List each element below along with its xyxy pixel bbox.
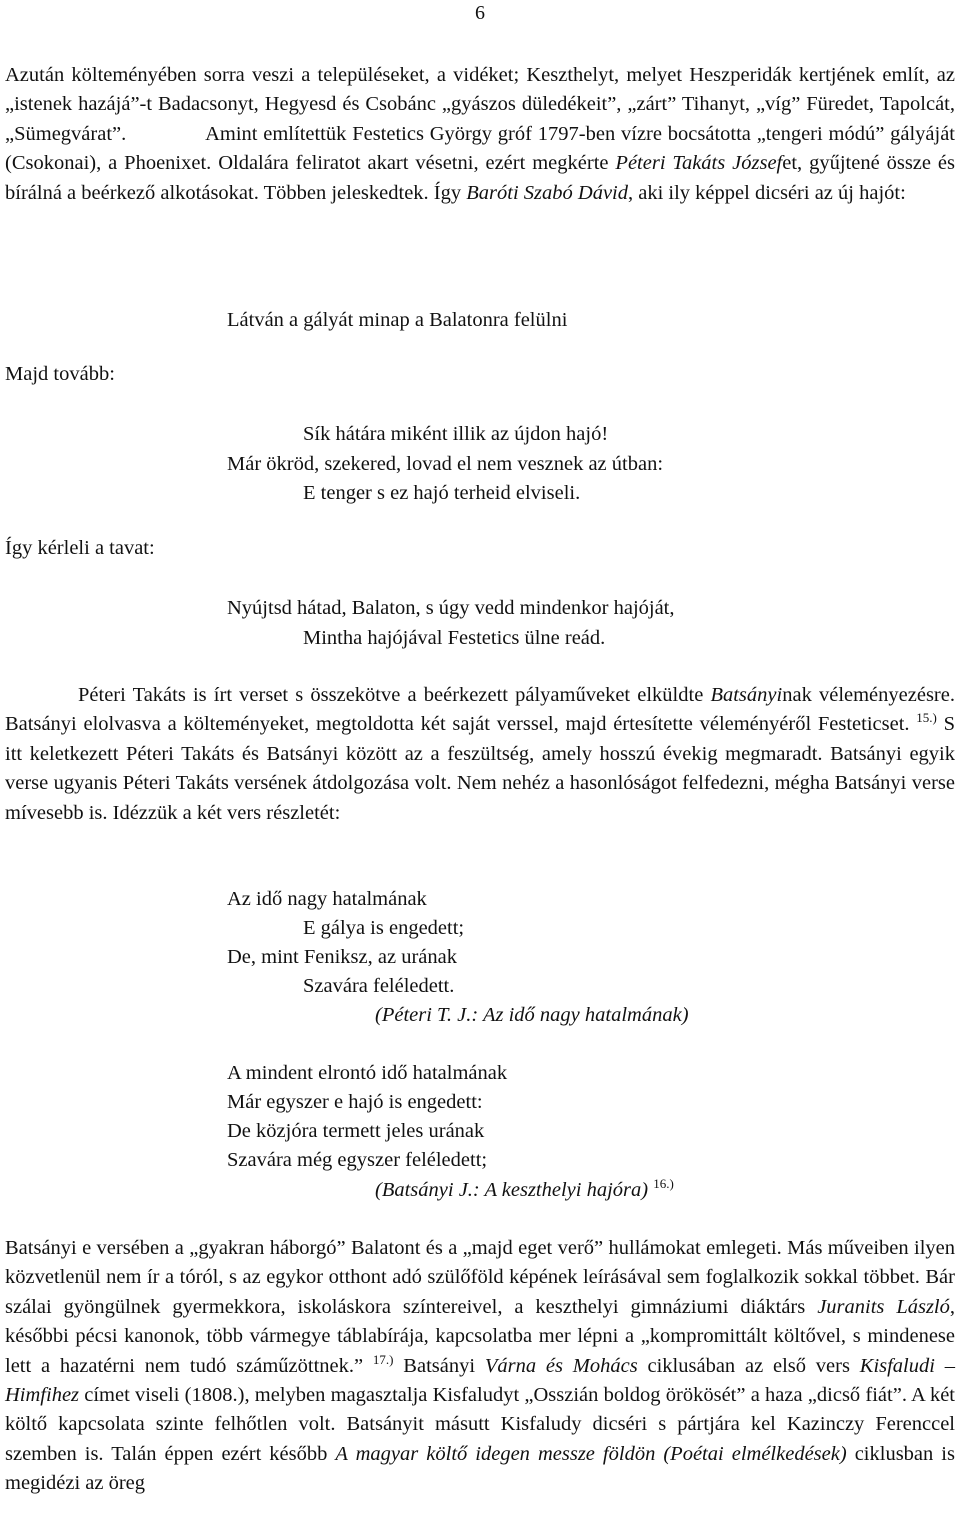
page-number: 6 <box>475 2 485 24</box>
poem-line: Szavára még egyszer feléledett; <box>227 1149 488 1171</box>
poem-line: Szavára feléledett. <box>303 975 455 997</box>
poem-line: Már egyszer e hajó is engedett: <box>227 1091 483 1113</box>
verse-line: E tenger s ez hajó terheid elviseli. <box>303 482 581 504</box>
poem-line: De, mint Feniksz, az urának <box>227 946 457 968</box>
title-a-magyar-kolto: A magyar költő idegen messze földön (Poétai elmélkedések) <box>335 1442 847 1465</box>
paragraph-intro: Azután költeményében sorra veszi a településeket, a vidéket; Keszthelyt, melyet Heszperidák kertjének említ, az „istenek hazájá”-t Badacsonyt, Hegyesd és Csobánc „gyászos düledékeit”, „zárt” Tihanyt, „víg” Füredet, Tapolcát, „Sümegvárat”. Amint említettük Festetics György gróf 1797-ben vízre bocsátotta „tengeri módú” gályáját (Csokonai), a Phoenixet. Oldalára feliratot akart vésetni, ezért megkérte Péteri Takáts Józsefet, gyűjtené össze és bírálná a beérkező alkotásokat. Többen jeleskedtek. Így Baróti Szabó Dávid, aki ily képpel dicséri az új hajót: <box>5 64 955 204</box>
footnote-ref: 16.) <box>653 1176 674 1191</box>
name-peteri-takats: Péteri Takáts József <box>615 152 783 175</box>
para1-text: Azután költeményében sorra veszi a településeket, a vidéket; Keszthelyt, melyet Heszperidák kertjének említ, az „istenek hazájá”-t Badacsonyt, Hegyesd és Csobánc „gyászos düledékeit”, „zárt” Tihanyt, „víg” Füredet, Tapolcát, „Sümegvárat”. <box>5 64 955 145</box>
verse-line: Sík hátára miként illik az újdon hajó! <box>303 423 609 445</box>
verse-line: Mintha hajójával Festetics ülne reád. <box>303 627 606 649</box>
paragraph-batsanyi: Péteri Takáts is írt verset s összekötve a beérkezett pályaműveket elküldte Batsányinak véleményezésre. Batsányi elolvasva a költeményeket, megtoldotta két saját verssel, majd értesítette véleményéről Festeticset. $^{15.)}$ S itt keletkezett Péteri Takáts és Batsányi között az a feszültség, amely hosszú évekig megmaradt. Batsányi egyik verse ugyanis Péteri Takáts versének átdolgozása volt. Nem nehéz a hasonlóságot felfedezni, mégha Batsányi verse mívesebb is. Idézzük a két vers részletét: <box>5 684 956 824</box>
poem-line: A mindent elrontó idő hatalmának <box>227 1062 508 1084</box>
poem-source: (Péteri T. J.: Az idő nagy hatalmának) <box>375 1004 689 1026</box>
name-batsanyi: Batsányi <box>710 684 783 706</box>
poem-line: Az idő nagy hatalmának <box>227 888 427 910</box>
label-majd-tovabb: Majd tovább: <box>5 363 115 385</box>
verse-line: Látván a gályát minap a Balatonra felülni <box>227 309 568 331</box>
poem-line: E gálya is engedett; <box>303 917 465 939</box>
poem-line: De közjóra termett jeles urának <box>227 1120 485 1142</box>
name-juranits: Juranits László <box>817 1295 950 1318</box>
footnote-ref: 17.) <box>372 1351 394 1367</box>
verse-line: Már ökröd, szekered, lovad el nem vesznek az útban: <box>227 453 664 475</box>
title-kisfaludi-himfihez: Kisfaludi – Himfihez <box>5 1354 956 1407</box>
paragraph-kisfaludy: Batsányi e versében a „gyakran háborgó” Balatont és a „majd eget verő” hullámokat emlegeti. Más műveiben ilyen közvetlenül nem ír a tóról, s az egykor otthont adó szülőföld képének leírásával sem foglalkozik sokkal többet. Bár szálai gyöngülnek gyermekkora, iskoláskora színtereivel, a keszthelyi gimnáziumi diáktárs Juranits László, későbbi pécsi kanonok, több vármegye táblabírája, kapcsolatba mer lépni a „kompromittált költővel, s mindenese lett a hazatérni nem tudó száműzöttnek.” $^{17.)}$ Batsányi Várna és Mohács ciklusában az első vers Kisfaludi – Himfihez címet viseli (1808.), melyben magasztalja Kisfaludyt „Osszián boldog örökösét” a haza „dicső fiát”. A két költő kapcsolata szinte felhőtlen volt. Batsányit másutt Kisfaludy dicséri s pártjára kel Kazinczy Ferenccel szemben is. Talán éppen ezért később A magyar költő idegen messze földön (Poétai elmélkedések) ciklusban is megidézi az öreg <box>5 1237 956 1495</box>
footnote-ref: 15.) <box>916 710 937 726</box>
verse-line: Nyújtsd hátad, Balaton, s úgy vedd mindenkor hajóját, <box>227 597 675 619</box>
title-varna-mohacs: Várna és Mohács <box>484 1354 638 1377</box>
label-igy-kerleli: Így kérleli a tavat: <box>5 537 155 559</box>
name-baroti-szabo: Baróti Szabó Dávid <box>466 181 628 204</box>
poem-source: (Batsányi J.: A keszthelyi hajóra) $^{16.)}$ <box>375 1176 674 1201</box>
